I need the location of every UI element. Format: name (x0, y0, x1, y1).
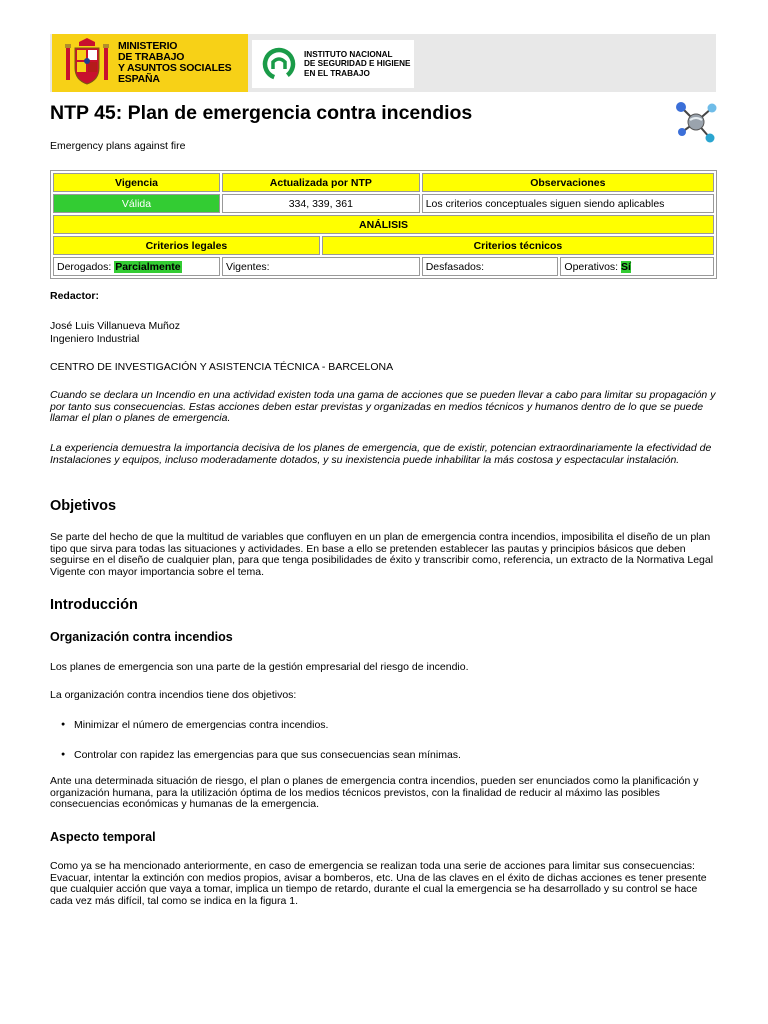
list-item: ● Minimizar el número de emergencias contra incendios. (74, 719, 328, 731)
intro-paragraph: La experiencia demuestra la importancia decisiva de los planes de emergencia, que de existir, potencian extraordinariamente la efectividad de Instalaciones y equipos, incluso moderadamente dotados, y su inexistencia puede inhabilitar la más costosa y espectacular instalación. (50, 442, 712, 466)
organizacion-paragraph: Ante una determinada situación de riesgo, el plan o planes de emergencia contra incendios, pueden ser enunciados como la planificación y organización humana, para la utilización óptima de los medios técnicos previstos, con la finalidad de reducir al máximo las posibles consecuencias económicas y humanas de la emergencia. (50, 775, 699, 811)
author-block (50, 320, 180, 345)
ministry-name: MINISTERIO DE TRABAJO Y ASUNTOS SOCIALES ESPAÑA (118, 40, 232, 85)
header-actualizada: Actualizada por NTP (222, 173, 420, 192)
aspecto-paragraph: Como ya se ha mencionado anteriormente, en caso de emergencia se realizan toda una serie de acciones para limitar sus consecuencias: Evacuar, intentar la extinción con medios propios, avisar a bomberos, etc. Una de las claves en el éxito de dichas acciones es tener presente que cualquier acción que vaya a tomar, implica un tiempo de retardo, durante el cual la emergencia se ha desarrollado y su control se hace cada vez más difícil, tal como se indica en la figura 1. (50, 860, 707, 908)
observaciones-value: Los criterios conceptuales siguen siendo aplicables (422, 194, 714, 213)
coat-of-arms-icon (64, 38, 110, 88)
ministry-logo (52, 34, 248, 92)
derogados-badge: Parcialmente (115, 260, 181, 273)
vigentes-cell: Vigentes: (222, 257, 420, 276)
analisis-header: ANÁLISIS (53, 215, 714, 234)
author-role: Ingeniero Industrial (50, 332, 140, 345)
header-observaciones: Observaciones (422, 173, 714, 192)
header-vigencia: Vigencia (53, 173, 220, 192)
criterios-legales-header: Criterios legales (53, 236, 320, 255)
actualizada-value: 334, 339, 361 (222, 194, 420, 213)
header-banner (50, 34, 716, 92)
section-heading-objetivos: Objetivos (50, 498, 117, 514)
subheading-aspecto-temporal: Aspecto temporal (50, 830, 156, 844)
operativos-cell: Operativos: Sí (560, 257, 714, 276)
derogados-cell: Derogados: Parcialmente (53, 257, 220, 276)
vigencia-value: Válida (53, 194, 220, 213)
subheading-organizacion: Organización contra incendios (50, 630, 233, 644)
document-page (50, 34, 716, 908)
centro-line: CENTRO DE INVESTIGACIÓN Y ASISTENCIA TÉCNICA - BARCELONA (50, 361, 394, 373)
redactor-label: Redactor: (50, 290, 100, 302)
insht-logo (252, 40, 414, 88)
status-table (50, 170, 717, 279)
organizacion-paragraph: La organización contra incendios tiene dos objetivos: (50, 689, 297, 701)
author-name: José Luis Villanueva Muñoz (50, 320, 180, 332)
criterios-tecnicos-header: Criterios técnicos (322, 236, 714, 255)
list-item: ● Controlar con rapidez las emergencias para que sus consecuencias sean mínimas. (74, 749, 461, 761)
section-heading-introduccion: Introducción (50, 597, 138, 613)
intro-paragraph: Cuando se declara un Incendio en una actividad existen toda una gama de acciones que se pueden llevar a cabo para limitar su propagación y por tanto sus consecuencias. Estas acciones deben estar previstas y organizadas en medios técnicos y humanos dentro de lo que se puede llamar el plan o planes de emergencia. (50, 389, 716, 425)
operativos-badge: Sí (621, 260, 631, 273)
desfasados-cell: Desfasados: (422, 257, 559, 276)
objetivos-paragraph: Se parte del hecho de que la multitud de variables que confluyen en un plan de emergencia contra incendios, imposibilita el diseño de un plan tipo que sirva para todas las situaciones y actividades. En base a ello se pretenden establecer las pautas y principios básicos que deben seguirse en el diseño de cualquier plan, para que tenga posibilidades de éxito y transcribir como, referencia, un extracto de la Normativa Legal Vigente con mayor importancia sobre el tema. (50, 531, 714, 579)
insht-emblem-icon (262, 47, 296, 81)
page-title: NTP 45: Plan de emergencia contra incendios (50, 102, 473, 124)
molecule-icon (674, 100, 718, 144)
english-subtitle: Emergency plans against fire (50, 140, 186, 152)
institute-name: INSTITUTO NACIONAL DE SEGURIDAD E HIGIENE EN EL TRABAJO (304, 49, 411, 78)
organizacion-paragraph: Los planes de emergencia son una parte de la gestión empresarial del riesgo de incendio. (50, 661, 469, 673)
